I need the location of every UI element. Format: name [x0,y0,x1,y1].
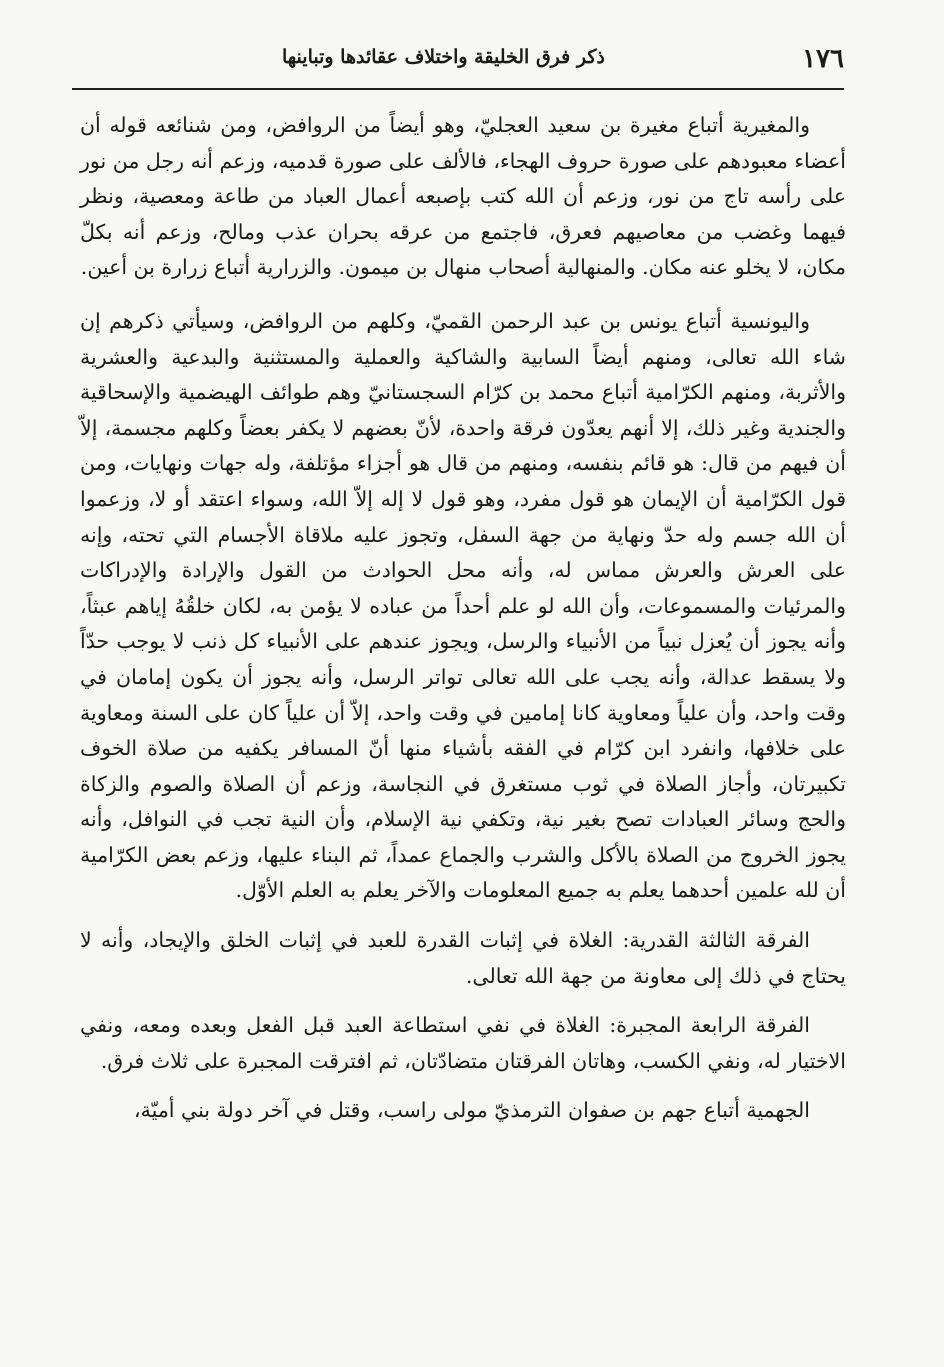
body-text [80,108,846,1145]
paragraph: الجهمية أتباع جهم بن صفوان الترمذيّ مولى راسب، وقتل في آخر دولة بني أميّة، [134,1098,810,1123]
running-header [72,40,844,80]
paragraph: واليونسية أتباع يونس بن عبد الرحمن القميّ، وكلهم من الروافض، وسيأتي ذكرهم إن شاء الله تعالى، ومنهم أيضاً السابية والشاكية والعملية والمستثنية والبدعية والعشرية والأثربة، ومنهم الكرّامية أتباع محمد بن كرّام السجستانيّ وهم طوائف الهيضمية والإسحاقية والجندية وغير ذلك، إلا أنهم يعدّون فرقة واحدة، لأنّ بعضهم لا يكفر بعضاً وكلهم مجسمة، إلاّ أن فيهم من قال: هو قائم بنفسه، ومنهم من قال هو أجزاء مؤتلفة، وله جهات ونهايات، ومن قول الكرّامية أن الإيمان هو قول مفرد، وهو قول لا إله إلاّ الله، وسواء اعتقد أو لا، وزعموا أن الله جسم وله حدّ ونهاية من جهة السفل، وتجوز عليه ملاقاة الأجسام التي تحته، وإنه على العرش والعرش مماس له، وأنه محل الحوادث من القول والإرادة والإدراكات والمرئيات والمسموعات، وأن الله لو علم أحداً من عباده لا يؤمن به، لكان خلقُهُ إياهم عبثاً، وأنه يجوز أن يُعزل نبياً من الأنبياء والرسل، ويجوز عندهم على الأنبياء كل ذنب لا يوجب حدّاً ولا يسقط عدالة، وأنه يجب على الله تعالى تواتر الرسل، وأنه يجوز أن يكون إمامان في وقت واحد، وأن علياً ومعاوية كانا إمامين في وقت واحد، إلاّ أن علياً كان على السنة ومعاوية على خلافها، وانفرد ابن كرّام في الفقه بأشياء منها أنّ المسافر يكفيه من صلاة الخوف تكبيرتان، وأجاز الصلاة في ثوب مستغرق في النجاسة، وزعم أن الصلاة والصوم والزكاة والحج وسائر العبادات تصح بغير نية، وتكفي نية الإسلام، وأن النية تجب في النوافل، وأنه يجوز الخروج من الصلاة بالأكل والشرب والجماع عمداً، ثم البناء عليها، وزعم بعض الكرّامية أن لله علمين أحدهما يعلم به جميع المعلومات والآخر يعلم به العلم الأوّل. [80,308,846,903]
paragraph: والمغيرية أتباع مغيرة بن سعيد العجليّ، وهو أيضاً من الروافض، ومن شنائعه قوله أن أعضاء معبودهم على صورة حروف الهجاء، فالألف على صورة قدميه، وزعم أنه رجل من نور على رأسه تاج من نور، وزعم أن الله كتب بإصبعه أعمال العباد من طاعة ومعصية، ونظر فيهما وغضب من معاصيهم فعرق، فاجتمع من عرقه بحران عذب ومالح، وزعم أنه بكلّ مكان، لا يخلو عنه مكان. والمنهالية أصحاب منهال بن ميمون. والزرارية أتباع زرارة بن أعين. [80,113,846,280]
paragraph: الفرقة الرابعة المجبرة: الغلاة في نفي استطاعة العبد قبل الفعل وبعده ومعه، ونفي الاختيار له، ونفي الكسب، وهاتان الفرقتان متضادّتان، ثم افترقت المجبرة على ثلاث فرق. [80,1013,846,1073]
header-title: ذكر فرق الخليقة واختلاف عقائدها وتباينها [282,46,605,68]
paragraph: الفرقة الثالثة القدرية: الغلاة في إثبات القدرة للعبد في إثبات الخلق والإيجاد، وأنه لا يحتاج في ذلك إلى معاونة من جهة الله تعالى. [80,928,846,988]
header-divider [72,88,844,90]
page-number: ١٧٦ [802,44,844,74]
